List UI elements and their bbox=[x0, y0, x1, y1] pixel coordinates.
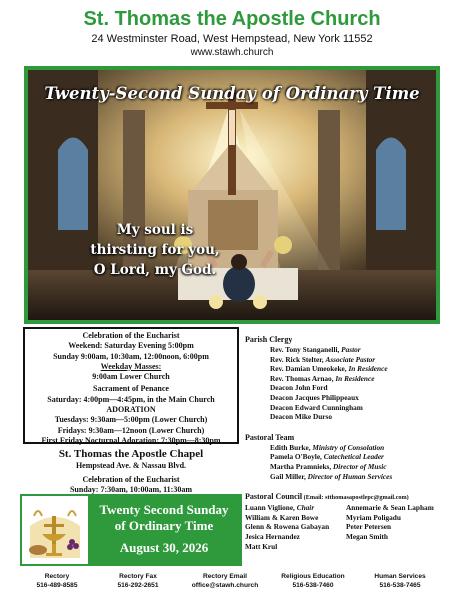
altar-scene-illustration bbox=[28, 70, 436, 320]
church-website[interactable]: www.stawh.church bbox=[190, 47, 274, 58]
footer-value[interactable]: 516-489-8585 bbox=[36, 582, 78, 589]
council-email[interactable]: (Email: stthomasapostlepc@gmail.com) bbox=[302, 494, 409, 502]
chalice-bread-illustration bbox=[22, 496, 88, 564]
list-item: Deacon John Ford bbox=[270, 383, 328, 393]
weekend-mass: Weekend: Saturday Evening 5:00pm bbox=[68, 341, 194, 351]
list-item: Luann Viglione, Chair bbox=[245, 503, 315, 513]
weekday-mass: 9:00am Lower Church bbox=[92, 372, 170, 382]
adoration-fridays: Fridays: 9:30am—12noon (Lower Church) bbox=[57, 425, 205, 435]
chapel-info bbox=[23, 448, 239, 495]
list-item: William & Karen Bowe bbox=[245, 512, 319, 522]
list-item: Deacon Edward Cunningham bbox=[270, 402, 363, 412]
date-banner-line1: Twenty Second Sunday bbox=[99, 502, 229, 517]
council-right-column bbox=[346, 503, 456, 551]
date-banner bbox=[20, 494, 242, 566]
list-item: Jesica Hernandez bbox=[245, 531, 300, 541]
footer-label: Rectory Email bbox=[203, 573, 247, 580]
team-list bbox=[245, 443, 457, 481]
bulletin-date: August 30, 2026 bbox=[119, 540, 209, 555]
hero-image bbox=[24, 66, 440, 324]
penance-time: Saturday: 4:00pm—4:45pm, in the Main Church bbox=[47, 394, 215, 404]
list-item: Gail Miller, Director of Human Services bbox=[270, 471, 393, 481]
list-item: Rev. Rick Stelter, Associate Pastor bbox=[270, 354, 376, 364]
hero-quote bbox=[80, 220, 230, 280]
footer-label: Rectory Fax bbox=[119, 573, 157, 580]
mass-schedule-box bbox=[23, 327, 239, 444]
team-heading: Pastoral Team bbox=[245, 432, 295, 442]
list-item: Peter Petersen bbox=[346, 522, 392, 532]
quote-line: O Lord, my God. bbox=[93, 262, 217, 278]
first-friday-adoration: First Friday Nocturnal Adoration: 7:30pm—8:30pm bbox=[41, 435, 221, 445]
list-item: Myriam Poligadu bbox=[346, 512, 401, 522]
list-item: Deacon Mike Durso bbox=[270, 412, 333, 422]
list-item: Rev. Damian Umeokeke, In Residence bbox=[270, 364, 388, 374]
list-item: Megan Smith bbox=[346, 531, 388, 541]
footer-label: Rectory bbox=[44, 573, 70, 580]
chapel-celebration: Celebration of the Eucharist bbox=[82, 475, 180, 484]
list-item: Annemarie & Sean Lapham bbox=[346, 503, 434, 513]
date-banner-title bbox=[90, 502, 238, 534]
list-item: Rev. Tony Stanganelli, Pastor bbox=[270, 345, 361, 354]
hero-title: Twenty-Second Sunday of Ordinary Time bbox=[44, 84, 420, 103]
chapel-location: Hempstead Ave. & Nassau Blvd. bbox=[75, 461, 187, 470]
council-heading bbox=[245, 491, 457, 503]
penance-title: Sacrament of Penance bbox=[93, 384, 169, 394]
quote-line: My soul is bbox=[116, 222, 194, 238]
eucharist-title: Celebration of the Eucharist bbox=[82, 331, 180, 340]
church-name: St. Thomas the Apostle Church bbox=[83, 8, 381, 30]
footer-fax bbox=[103, 572, 173, 590]
footer-label: Religious Education bbox=[281, 573, 345, 580]
church-address: 24 Westminster Road, West Hempstead, New York 11552 bbox=[91, 33, 373, 45]
council-title: Pastoral Council bbox=[245, 492, 303, 502]
chapel-sunday: Sunday: 7:30am, 10:00am, 11:30am bbox=[69, 485, 192, 494]
list-item: Edith Burke, Ministry of Consolation bbox=[270, 442, 385, 452]
date-banner-line2: of Ordinary Time bbox=[114, 518, 214, 533]
list-item: Deacon Jacques Philippeaux bbox=[270, 392, 359, 402]
footer-email bbox=[180, 572, 270, 590]
chapel-title: St. Thomas the Apostle Chapel bbox=[58, 448, 204, 460]
list-item: Rev. Thomas Arnao, In Residence bbox=[270, 373, 375, 383]
council-left-column bbox=[245, 503, 346, 551]
footer-rectory bbox=[22, 572, 92, 590]
quote-line: thirsting for you, bbox=[90, 242, 220, 258]
footer-human-services bbox=[360, 572, 440, 590]
list-item: Pamela O'Boyle, Catechetical Leader bbox=[270, 452, 384, 462]
council-list bbox=[245, 503, 457, 551]
footer-value[interactable]: office@stawh.church bbox=[191, 582, 259, 589]
footer-religious-ed bbox=[268, 572, 358, 590]
weekday-label: Weekday Masses: bbox=[100, 361, 162, 371]
list-item: Matt Krul bbox=[245, 541, 278, 551]
footer-label: Human Services bbox=[374, 573, 426, 580]
adoration-tuesdays: Tuesdays: 9:30am—5:00pm (Lower Church) bbox=[54, 415, 208, 425]
list-item: Martha Pramnieks, Director of Music bbox=[270, 461, 387, 471]
footer-value: 516-292-2651 bbox=[117, 582, 159, 589]
list-item: Glenn & Rowena Gabayan bbox=[245, 522, 330, 532]
staff-directory bbox=[245, 334, 457, 551]
adoration-title: ADORATION bbox=[106, 405, 156, 415]
clergy-list bbox=[245, 345, 457, 422]
contact-footer bbox=[0, 572, 464, 598]
sunday-mass: Sunday 9:00am, 10:30am, 12:00noon, 6:00pm bbox=[53, 351, 209, 361]
footer-value[interactable]: 516-538-7465 bbox=[379, 582, 421, 589]
clergy-heading: Parish Clergy bbox=[245, 335, 293, 344]
footer-value[interactable]: 516-538-7460 bbox=[292, 582, 334, 589]
